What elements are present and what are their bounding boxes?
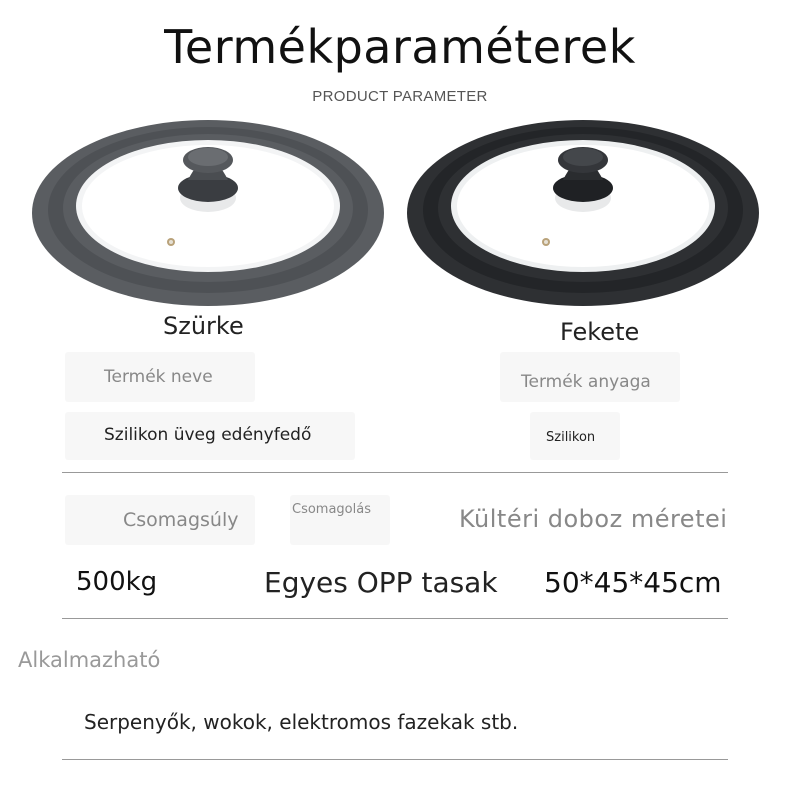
grey-lid-image [30, 110, 390, 320]
material-value: Szilikon [546, 430, 596, 445]
product-name-label: Termék neve [104, 367, 213, 387]
black-lid-image [405, 110, 765, 320]
packaging-value: Egyes OPP tasak [264, 566, 498, 599]
applicable-value: Serpenyők, wokok, elektromos fazekak stb. [84, 710, 519, 734]
product-name-value: Szilikon üveg edényfedő [104, 425, 312, 445]
package-weight-label: Csomagsúly [123, 509, 239, 531]
outer-box-value: 50*45*45cm [544, 566, 722, 599]
grey-variant-label: Szürke [163, 312, 244, 340]
package-weight-value: 500kg [76, 567, 158, 597]
divider [62, 472, 728, 473]
divider [62, 618, 728, 619]
applicable-label: Alkalmazható [18, 648, 161, 672]
divider [62, 759, 728, 760]
page-title: Termékparaméterek [164, 20, 636, 74]
packaging-label: Csomagolás [292, 502, 371, 517]
material-label: Termék anyaga [521, 372, 651, 392]
outer-box-label: Kültéri doboz méretei [459, 505, 728, 533]
page-subtitle: PRODUCT PARAMETER [312, 88, 488, 105]
black-variant-label: Fekete [560, 318, 640, 346]
